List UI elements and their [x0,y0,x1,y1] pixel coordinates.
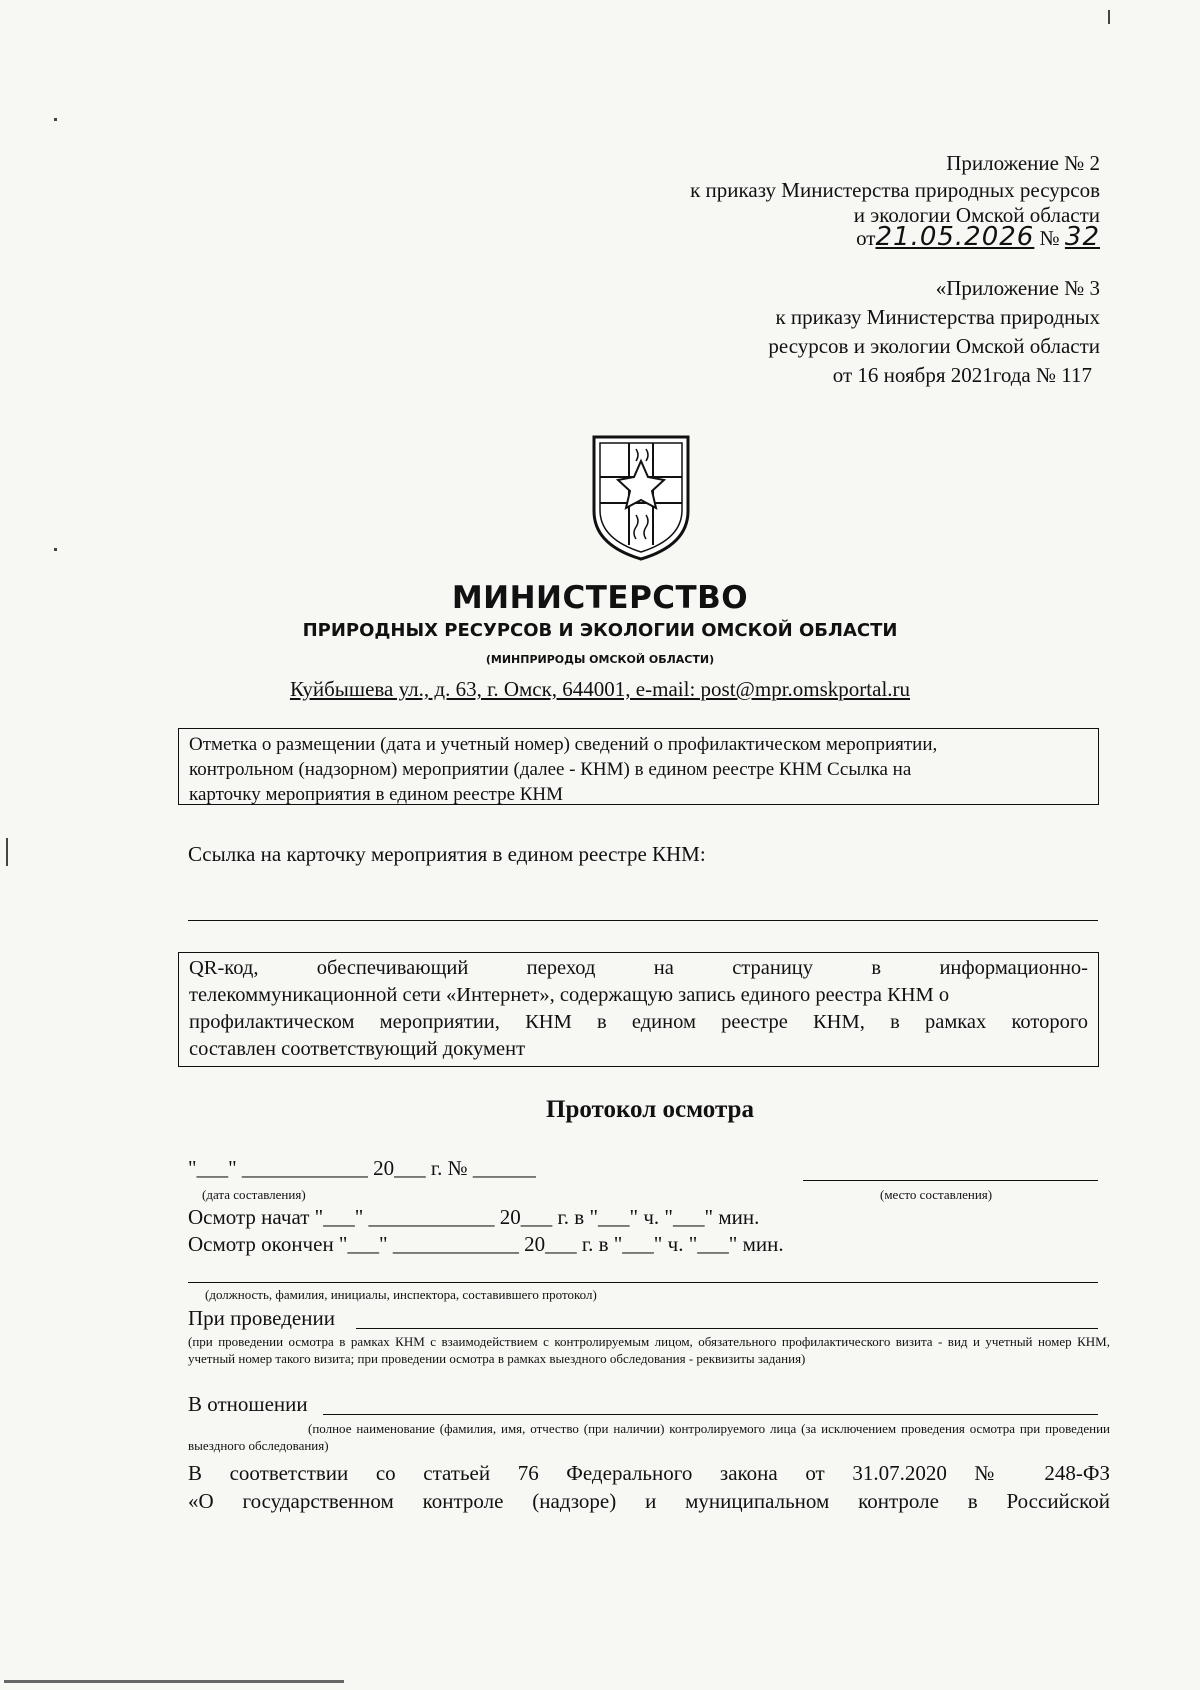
inspector-field[interactable] [188,1282,1098,1283]
regarding-field[interactable] [323,1414,1098,1415]
appendix-3-line: ресурсов и экологии Омской области [768,334,1100,358]
qr-box-line: составлен соответствующий документ [189,1038,526,1060]
date-caption: (дата составления) [202,1187,306,1202]
protocol-title: Протокол осмотра [546,1096,754,1123]
qr-code-box [178,952,1099,1067]
handwritten-number: 32 [1064,222,1100,252]
inspector-caption: (должность, фамилия, инициалы, инспектора, составившего протокол) [205,1287,597,1302]
place-caption: (место составления) [880,1187,993,1202]
appendix-3-title: «Приложение № 3 [935,276,1100,300]
appendix-3-line: к приказу Министерства природных [775,305,1100,329]
registry-note-line: контрольном (надзорном) мероприятии (далее - КНМ) в едином реестре КНМ Ссылка на [189,759,912,780]
appendix-2-line: и экологии Омской области [853,203,1100,227]
registry-note-line: карточку мероприятия в едином реестре КНМ [189,784,564,805]
date-line[interactable]: "___" ____________ 20___ г. № ______ [188,1156,536,1180]
scan-edge [4,1680,344,1683]
scan-mark [1108,10,1110,24]
conducting-label: При проведении [188,1306,335,1330]
regarding-label: В отношении [188,1392,308,1416]
ministry-address: Куйбышева ул., д. 63, г. Омск, 644001, e-mail: post@mpr.omskportal.ru [289,677,911,701]
qr-box-line: профилактическом мероприятии, КНМ в едином реестре КНМ, в рамках которого [189,1011,1088,1033]
appendix-2-title: Приложение № 2 [946,151,1100,175]
registry-note-line: Отметка о размещении (дата и учетный номер) сведений о профилактическом мероприятии, [189,734,938,755]
scan-dot [54,548,57,551]
conducting-field[interactable] [356,1328,1098,1329]
appendix-2-line: к приказу Министерства природных ресурсов [690,178,1100,202]
appendix-3-line: от 16 ноября 2021года № 117 [832,363,1092,387]
law-line: В соответствии со статьей 76 Федерального закона от 31.07.2020 № 248-ФЗ [188,1461,1110,1485]
inspection-end-line[interactable]: Осмотр окончен "___" ____________ 20___ г. в "___" ч. "___" мин. [188,1232,784,1256]
coat-of-arms-icon [590,433,692,563]
handwritten-date: 21.05.2026 [875,222,1035,252]
conducting-caption: (при проведении осмотра в рамках КНМ с взаимодействием с контролируемым лицом, обязательного профилактического визита - вид и учетный номер КНМ, учетный номер такого визита; при проведении осмотра в рамках выездного обследования - реквизиты задания) [188,1334,1110,1366]
appendix-2-date-row: от21.05.2026 № 32 [856,222,1100,252]
registry-link-label: Ссылка на карточку мероприятия в едином реестре КНМ: [188,842,706,866]
ministry-short-name: (МИНПРИРОДЫ ОМСКОЙ ОБЛАСТИ) [485,653,715,666]
ministry-name: МИНИСТЕРСТВО [451,580,749,616]
qr-box-line: QR-код, обеспечивающий переход на страницу в информационно- [189,957,1088,979]
scan-dot [54,118,57,121]
appendix-3-block [768,274,1100,390]
place-field[interactable] [803,1180,1098,1181]
registry-note-box [178,728,1099,805]
inspection-start-line[interactable]: Осмотр начат "___" ____________ 20___ г. в "___" ч. "___" мин. [188,1205,760,1229]
registry-link-field[interactable] [188,920,1098,921]
ministry-subtitle: ПРИРОДНЫХ РЕСУРСОВ И ЭКОЛОГИИ ОМСКОЙ ОБЛАСТИ [302,620,898,641]
regarding-caption: (полное наименование (фамилия, имя, отчество (при наличии) контролируемого лица (за исключением проведения осмотра при проведении выездного обследования) [188,1421,1110,1453]
scan-mark [6,838,8,866]
appendix-2-block [690,150,1100,252]
qr-box-line: телекоммуникационной сети «Интернет», содержащую запись единого реестра КНМ о [189,984,950,1006]
law-line: «О государственном контроле (надзоре) и муниципальном контроле в Российской [188,1489,1110,1513]
